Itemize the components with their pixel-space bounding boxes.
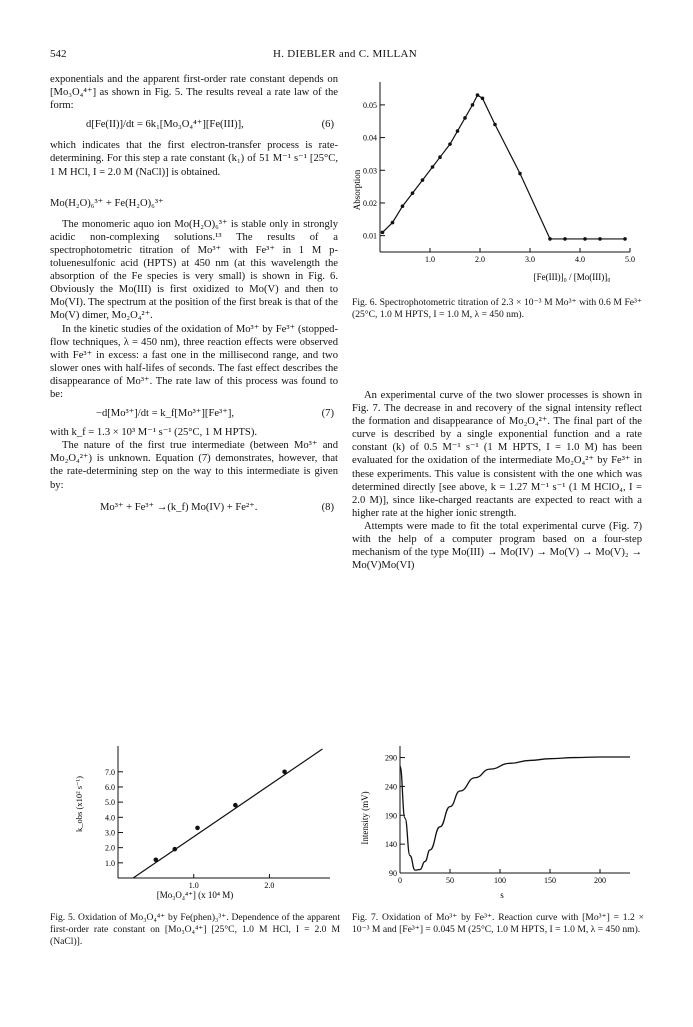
fig7-ytick-label: 290 [385, 753, 397, 763]
fig6-xtick-label: 2.0 [475, 255, 485, 264]
fig5-ytick-label: 5.0 [105, 798, 115, 808]
equation-6 [50, 118, 338, 131]
fig6-data-point [463, 116, 467, 120]
fig7-xlabel: s [500, 890, 504, 900]
left-paragraph-4: In the kinetic studies of the oxidation of Mo³⁺ by Fe³⁺ (stopped-flow techniques, λ = 450 nm), three reaction effects were observed with Fe³⁺ in excess: a fast one in the millisecond range, and two slower ones with half-lifes of seconds. The fast effect describes the disappearance of Mo³⁺. The rate law of this process was found to be: [50, 323, 338, 400]
fig6-caption: Fig. 6. Spectrophotometric titration of 2.3 × 10⁻³ M Mo³⁺ with 0.6 M Fe³⁺ (25°C, 1.0 M HPTS, I = 1.0 M, λ = 450 nm). [352, 297, 642, 320]
fig6-data-point [518, 172, 522, 176]
fig6-ytick-label: 0.03 [363, 166, 377, 176]
fig5-xtick-label: 2.0 [264, 881, 275, 890]
fig6-data-point [391, 221, 395, 225]
fig7-ylabel: Intensity (mV) [360, 791, 370, 845]
fig6-xtick-label: 3.0 [525, 255, 535, 264]
left-paragraph-5: with k_f = 1.3 × 10³ M⁻¹ s⁻¹ (25°C, 1 M HPTS). [50, 427, 257, 439]
fig6-ytick-label: 0.04 [363, 133, 377, 143]
equation-8-text: Mo³⁺ + Fe³⁺ →(k_f) Mo(IV) + Fe²⁺. [100, 501, 258, 513]
fig5-caption: Fig. 5. Oxidation of Mo₃O₄⁴⁺ by Fe(phen)₃³⁺. Dependence of the apparent first-order rate constant on [Mo₃O₄⁴⁺] [25°C, 1.0 M HCl, I = 2.0 M (NaCl)]. [50, 912, 340, 947]
fig6-data-point [456, 129, 460, 133]
fig7-xtick-label: 150 [544, 876, 556, 885]
fig5-data-point [195, 826, 200, 831]
left-paragraph-3: The monomeric aquo ion Mo(H₂O)₆³⁺ is stable only in strongly acidic non-complexing solutions.¹³ The results of a spectrophotometric titration of Mo³⁺ with Fe³⁺ in 1 M p-toluenesulfonic acid (HPTS) at 450 nm (at this wavelength the absorption of the Fe species is very small) is shown in Fig. 6. Obviously the Mo(III) is first oxidized to Mo(V) and then to Mo(VI). The spectrum at the position of the first break is that of the Mo(V) dimer, Mo₂O₄²⁺. [50, 218, 338, 322]
fig5-ytick-label: 2.0 [105, 843, 115, 853]
fig7-ytick-label: 90 [389, 869, 397, 878]
fig7-ytick-label: 240 [385, 782, 397, 792]
left-paragraph-1: exponentials and the apparent first-order rate constant depends on [Mo₃O₄⁴⁺] as shown in Fig. 5. The results reveal a rate law of the form: [50, 74, 338, 112]
fig6-data-point [401, 204, 405, 208]
fig6-data-point [381, 231, 385, 235]
fig7-chart [352, 738, 644, 908]
fig6-data-point [431, 165, 435, 169]
section-heading: Mo(H₂O)₆³⁺ + Fe(H₂O)₆³⁺ [50, 197, 164, 209]
fig7-xtick-label: 200 [594, 876, 606, 885]
fig6-ytick-label: 0.05 [363, 100, 377, 110]
fig5-xlabel: [Mo₃O₄⁴⁺] (x 10⁴ M) [156, 890, 234, 900]
equation-6-text: d[Fe(II)]/dt = 6k₁[Mo₃O₄⁴⁺][Fe(III)], [86, 119, 244, 131]
fig5-plot [105, 746, 330, 890]
fig6-data-point [623, 237, 627, 241]
fig6-data-point [481, 97, 485, 101]
fig7-plot [385, 746, 630, 885]
fig5-ytick-label: 7.0 [105, 767, 115, 777]
left-paragraph-2: which indicates that the first electron-transfer process is rate-determining. For this step a rate constant (k₁) of 51 M⁻¹ s⁻¹ [25°C, 1 M HCl, I = 2.0 M (NaCl)] is obtained. [50, 140, 338, 178]
fig5-xtick-label: 1.0 [188, 881, 199, 890]
fig6-ytick-label: 0.01 [363, 231, 377, 241]
left-paragraph-6: The nature of the first true intermediate (between Mo³⁺ and Mo₂O₄²⁺) is unknown. Equation (7) demonstrates, however, that the rate-determining step on the way to this intermediate is given by: [50, 440, 338, 491]
equation-7 [50, 407, 338, 420]
fig5-chart [60, 738, 342, 908]
fig6-xlabel: [Fe(III)]₀ / [Mo(III)]₀ [533, 272, 611, 282]
fig7-ytick-label: 140 [385, 840, 397, 850]
fig6-series-line [383, 95, 626, 239]
fig5-ytick-label: 6.0 [105, 782, 115, 792]
equation-8 [50, 501, 338, 514]
fig6-data-point [471, 103, 475, 107]
equation-6-number: (6) [321, 119, 334, 131]
fig6-xtick-label: 4.0 [575, 255, 585, 264]
right-paragraph-2: Attempts were made to fit the total experimental curve (Fig. 7) with the help of a computer program based on a four-step mechanism of the type Mo(III) → Mo(IV) → Mo(V) → Mo(V)₂ → Mo(V)Mo(VI) [352, 520, 642, 572]
fig6-data-point [411, 191, 415, 195]
fig7-xtick-label: 50 [446, 876, 454, 885]
fig6-data-point [448, 142, 452, 146]
fig7-ytick-label: 190 [385, 811, 397, 821]
running-title: H. DIEBLER and C. MILLAN [272, 48, 418, 60]
fig6-data-point [563, 237, 567, 241]
fig7-xtick-label: 0 [398, 876, 402, 885]
fig5-ylabel: k_obs (x10² s⁻¹) [74, 776, 84, 832]
fig5-ytick-label: 3.0 [105, 828, 115, 838]
fig6-data-point [548, 237, 552, 241]
equation-7-text: −d[Mo³⁺]/dt = k_f[Mo³⁺][Fe³⁺], [96, 408, 234, 420]
page-number: 542 [50, 48, 67, 60]
fig6-data-point [438, 155, 442, 159]
fig5-fit-line [133, 749, 322, 878]
fig6-data-point [583, 237, 587, 241]
fig7-series-line [400, 757, 630, 870]
fig6-chart [340, 72, 642, 290]
fig6-data-point [493, 123, 497, 127]
fig6-data-point [421, 178, 425, 182]
fig5-data-point [172, 847, 177, 852]
fig6-ylabel: Absorption [352, 169, 362, 211]
fig7-xtick-label: 100 [494, 876, 506, 885]
fig7-caption: Fig. 7. Oxidation of Mo³⁺ by Fe³⁺. Reaction curve with [Mo³⁺] = 1.2 × 10⁻³ M and [Fe³⁺] = 0.045 M (25°C, 1.0 M HPTS, I = 1.0 M, λ = 450 nm). [352, 912, 644, 935]
fig6-data-point [598, 237, 602, 241]
fig5-ytick-label: 4.0 [105, 813, 115, 823]
fig5-ytick-label: 1.0 [105, 858, 115, 868]
equation-8-number: (8) [321, 501, 334, 513]
fig6-xtick-label: 1.0 [425, 255, 435, 264]
left-column [50, 73, 338, 520]
fig6-plot [363, 82, 635, 264]
fig5-data-point [282, 769, 287, 774]
right-paragraph-1: An experimental curve of the two slower processes is shown in Fig. 7. The decrease in and recovery of the signal intensity reflect the formation and disappearance of Mo₂O₄²⁺. The final part of the curve is described by a single exponential function and a rate constant (k) of 0.5 M⁻¹ s⁻¹ (1 M HPTS, I = 1.0 M) has been evaluated for the oxidation of the intermediate Mo₂O₄²⁺ by Fe³⁺ in these experiments. This value is consistent with the one which was determined directly [see above, k = 1.27 M⁻¹ s⁻¹ (1 M HClO₄, I = 2.0 M)], since like-charged reactants are expected to react with a higher rate at the higher ionic strength. [352, 390, 642, 519]
right-column [352, 389, 642, 572]
fig6-ytick-label: 0.02 [363, 198, 377, 208]
equation-7-number: (7) [321, 408, 334, 420]
fig5-data-point [233, 803, 238, 808]
fig6-xtick-label: 5.0 [625, 255, 635, 264]
fig5-data-point [154, 857, 159, 862]
fig6-data-point [476, 93, 480, 97]
